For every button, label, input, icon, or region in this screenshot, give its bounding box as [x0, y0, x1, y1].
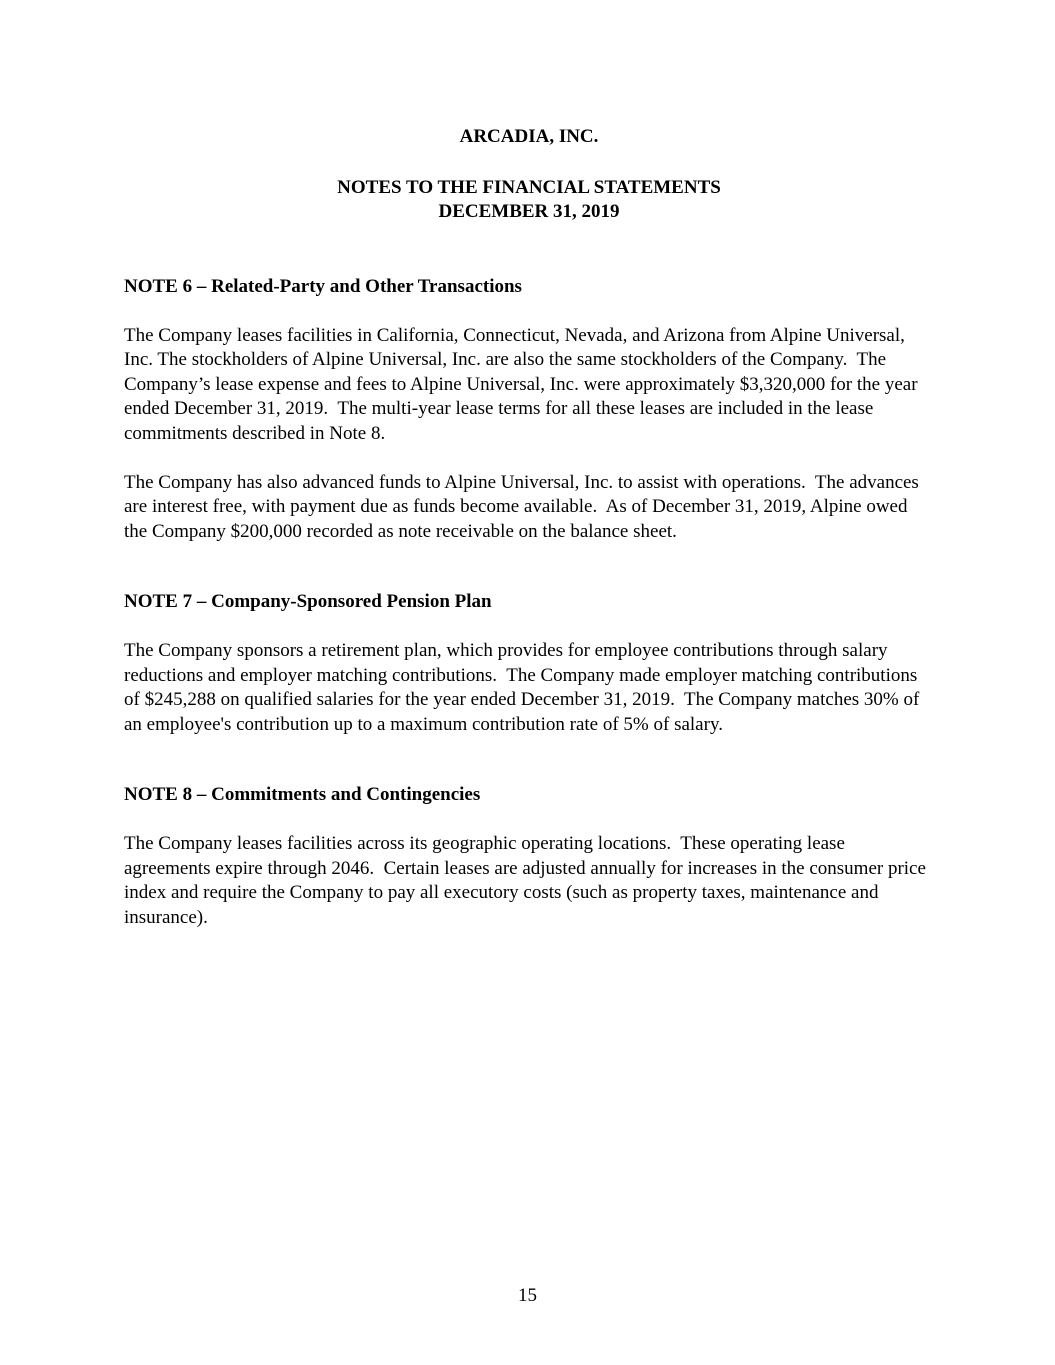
- note-8-section: [124, 783, 934, 930]
- note-7-paragraph-1: The Company sponsors a retirement plan, which provides for employee contributions through salary reductions and employer matching contributions. The Company made employer matching contributions of $245,288 on qualified salaries for the year ended December 31, 2019. The Company matches 30% of an employee's contribution up to a maximum contribution rate of 5% of salary.: [124, 640, 925, 735]
- document-header: [124, 125, 934, 225]
- note-6-heading: NOTE 6 – Related-Party and Other Transactions: [124, 275, 522, 297]
- note-6-section: [124, 275, 934, 545]
- note-6-paragraph-1: The Company leases facilities in California, Connecticut, Nevada, and Arizona from Alpine Universal, Inc. The stockholders of Alpine Universal, Inc. are also the same stockholders of the Company. The Company’s lease expense and fees to Alpine Universal, Inc. were approximately $3,320,000 for the year ended December 31, 2019. The multi-year lease terms for all these leases are included in the lease commitments described in Note 8.: [124, 324, 923, 444]
- note-7-heading: NOTE 7 – Company-Sponsored Pension Plan: [124, 591, 492, 612]
- note-6-paragraph-2: The Company has also advanced funds to Alpine Universal, Inc. to assist with operations. The advances are interest free, with payment due as funds become available. As of December 31, 2019, Alpine owed the Company $200,000 recorded as note receivable on the balance sheet.: [124, 471, 924, 542]
- document-date: DECEMBER 31, 2019: [438, 201, 620, 222]
- company-name: ARCADIA, INC.: [459, 126, 599, 147]
- page-number: 15: [518, 1285, 537, 1306]
- note-8-paragraph-1: The Company leases facilities across its geographic operating locations. These operating lease agreements expire through 2046. Certain leases are adjusted annually for increases in the consumer price index and require the Company to pay all executory costs (such as property taxes, maintenance and insurance).: [124, 833, 931, 928]
- note-8-heading: NOTE 8 – Commitments and Contingencies: [124, 784, 481, 805]
- note-7-section: [124, 590, 934, 737]
- document-title: NOTES TO THE FINANCIAL STATEMENTS: [337, 176, 721, 198]
